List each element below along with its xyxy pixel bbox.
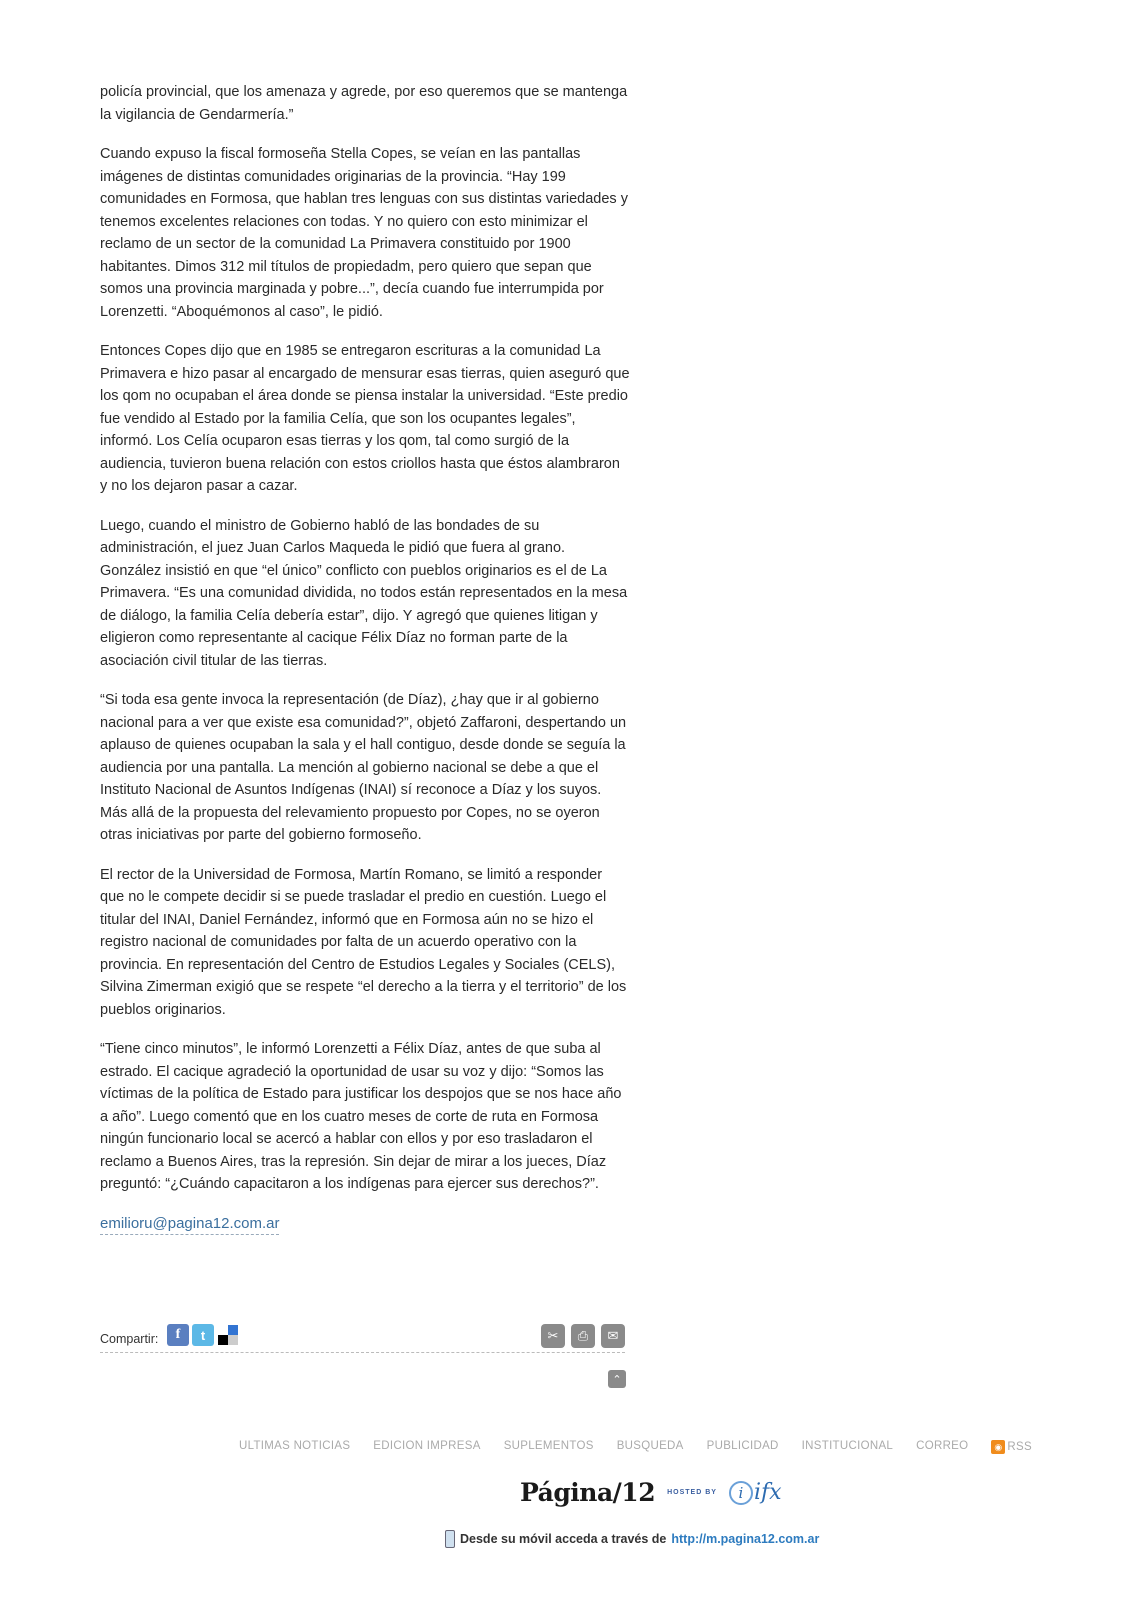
- rss-label: RSS: [1007, 1441, 1032, 1453]
- mobile-text: Desde su móvil acceda a través de: [460, 1532, 667, 1546]
- author-email-link[interactable]: emilioru@pagina12.com.ar: [100, 1214, 279, 1235]
- back-to-top-icon[interactable]: ⌃: [608, 1370, 626, 1388]
- hosted-by-label: HOSTED BY: [667, 1489, 717, 1496]
- ifx-ring-icon: i: [729, 1481, 753, 1505]
- article-paragraph: “Tiene cinco minutos”, le informó Lorenzetti a Félix Díaz, antes de que suba al estrado. El cacique agradeció la oportunidad de usar su voz y dijo: “Somos las víctimas de la política de Estado para justificar los despojos que se nos hace año a año”. Luego comentó que en los cuatro meses de corte de ruta en Formosa ningún funcionario local se acercó a hablar con ellos y por eso trasladaron el reclamo a Buenos Aires, tras la represión. Sin dejar de mirar a los jueces, Díaz preguntó: “¿Cuándo capacitaron a los indígenas para ejercer sus derechos?”.: [100, 1041, 622, 1192]
- print-icon[interactable]: ⎙: [571, 1324, 595, 1348]
- mobile-access: [445, 1530, 819, 1548]
- footer-logos: [520, 1478, 782, 1507]
- mobile-phone-icon: [445, 1530, 455, 1548]
- twitter-icon[interactable]: t: [192, 1324, 214, 1346]
- footer-link-publicidad[interactable]: PUBLICIDAD: [706, 1440, 779, 1452]
- footer-link-correo[interactable]: CORREO: [916, 1440, 969, 1452]
- footer-link-institucional[interactable]: INSTITUCIONAL: [801, 1440, 894, 1452]
- facebook-icon[interactable]: f: [167, 1324, 189, 1346]
- ifx-logo: [729, 1480, 782, 1505]
- article-paragraph: Luego, cuando el ministro de Gobierno habló de las bondades de su administración, el juez Juan Carlos Maqueda le pidió que fuera al grano. González insistió en que “el único” conflicto con pueblos originarios es el de La Primavera. “Es una comunidad dividida, no todos están representados en la mesa de diálogo, la familia Celía debería estar”, dijo. Y agregó que quienes litigan y eligieron como representante al cacique Félix Díaz no forman parte de la asociación civil titular de las tierras.: [100, 517, 628, 669]
- footer-link-suplementos[interactable]: SUPLEMENTOS: [503, 1440, 594, 1452]
- article-paragraph: policía provincial, que los amenaza y agrede, por eso queremos que se mantenga la vigilancia de Gendarmería.”: [100, 84, 628, 123]
- article-tools: [541, 1324, 625, 1348]
- rss-link[interactable]: [991, 1440, 1032, 1454]
- rss-icon: ◉: [991, 1440, 1005, 1454]
- article-paragraph: “Si toda esa gente invoca la representación (de Díaz), ¿hay que ir al gobierno nacional para a ver que existe esa comunidad?”, objetó Zaffaroni, despertando un aplauso de quienes ocupaban la sala y el hall contiguo, desde donde se seguía la audiencia por una pantalla. La mención al gobierno nacional se debe a que el Instituto Nacional de Asuntos Indígenas (INAI) sí reconoce a Díaz y los suyos. Más allá de la propuesta del relevamiento propuesto por Copes, no se oyeron otras iniciativas por parte del gobierno formoseño.: [100, 692, 627, 843]
- article-paragraph: El rector de la Universidad de Formosa, Martín Romano, se limitó a responder que no le compete decidir si se puede trasladar el predio en cuestión. Luego el titular del INAI, Daniel Fernández, informó que en Formosa aún no se hizo el registro nacional de comunidades por falta de un acuerdo operativo con la provincia. En representación del Centro de Estudios Legales y Sociales (CELS), Silvina Zimerman exigió que se respete “el derecho a la tierra y el territorio” de los pueblos originarios.: [100, 866, 627, 1018]
- footer-link-busqueda[interactable]: BUSQUEDA: [616, 1440, 684, 1452]
- article-paragraph: Cuando expuso la fiscal formoseña Stella Copes, se veían en las pantallas imágenes de distintas comunidades originarias de la provincia. “Hay 199 comunidades en Formosa, que hablan tres lenguas con sus distintas variedades y tenemos excelentes relaciones con todas. Y no quiero con esto minimizar el reclamo de un sector de la comunidad La Primavera constituido por 1900 habitantes. Dimos 312 mil títulos de propiedadm, pero quiero que sepan que somos una provincia marginada y pobre...”, decía cuando fue interrumpida por Lorenzetti. “Aboquémonos al caso”, le pidió.: [100, 146, 628, 320]
- share-icons: [167, 1324, 239, 1346]
- article-paragraph: Entonces Copes dijo que en 1985 se entregaron escrituras a la comunidad La Primavera e hizo pasar al encargado de mensurar esas tierras, quien aseguró que los qom no ocupaban el área donde se piensa instalar la universidad. “Este predio fue vendido al Estado por la familia Celía, que son los ocupantes legales”, informó. Los Celía ocuparon esas tierras y los qom, tal como surgió de la audiencia, tuvieron buena relación con estos criollos hasta que éstos alambraron y no los dejaron pasar a cazar.: [100, 343, 630, 494]
- article-body: [100, 81, 630, 1235]
- share-label: Compartir:: [100, 1332, 159, 1346]
- footer-link-edicion-impresa[interactable]: EDICION IMPRESA: [373, 1440, 481, 1452]
- scissors-icon[interactable]: ✂: [541, 1324, 565, 1348]
- pagina12-logo[interactable]: Página/12: [520, 1478, 656, 1507]
- footer-nav: [239, 1440, 1032, 1454]
- email-icon[interactable]: ✉: [601, 1324, 625, 1348]
- footer-link-ultimas-noticias[interactable]: ULTIMAS NOTICIAS: [239, 1440, 351, 1452]
- ifx-logo-text: ifx: [753, 1480, 782, 1505]
- delicious-icon[interactable]: [217, 1324, 239, 1346]
- share-bar: [100, 1322, 625, 1353]
- mobile-site-link[interactable]: http://m.pagina12.com.ar: [671, 1532, 820, 1546]
